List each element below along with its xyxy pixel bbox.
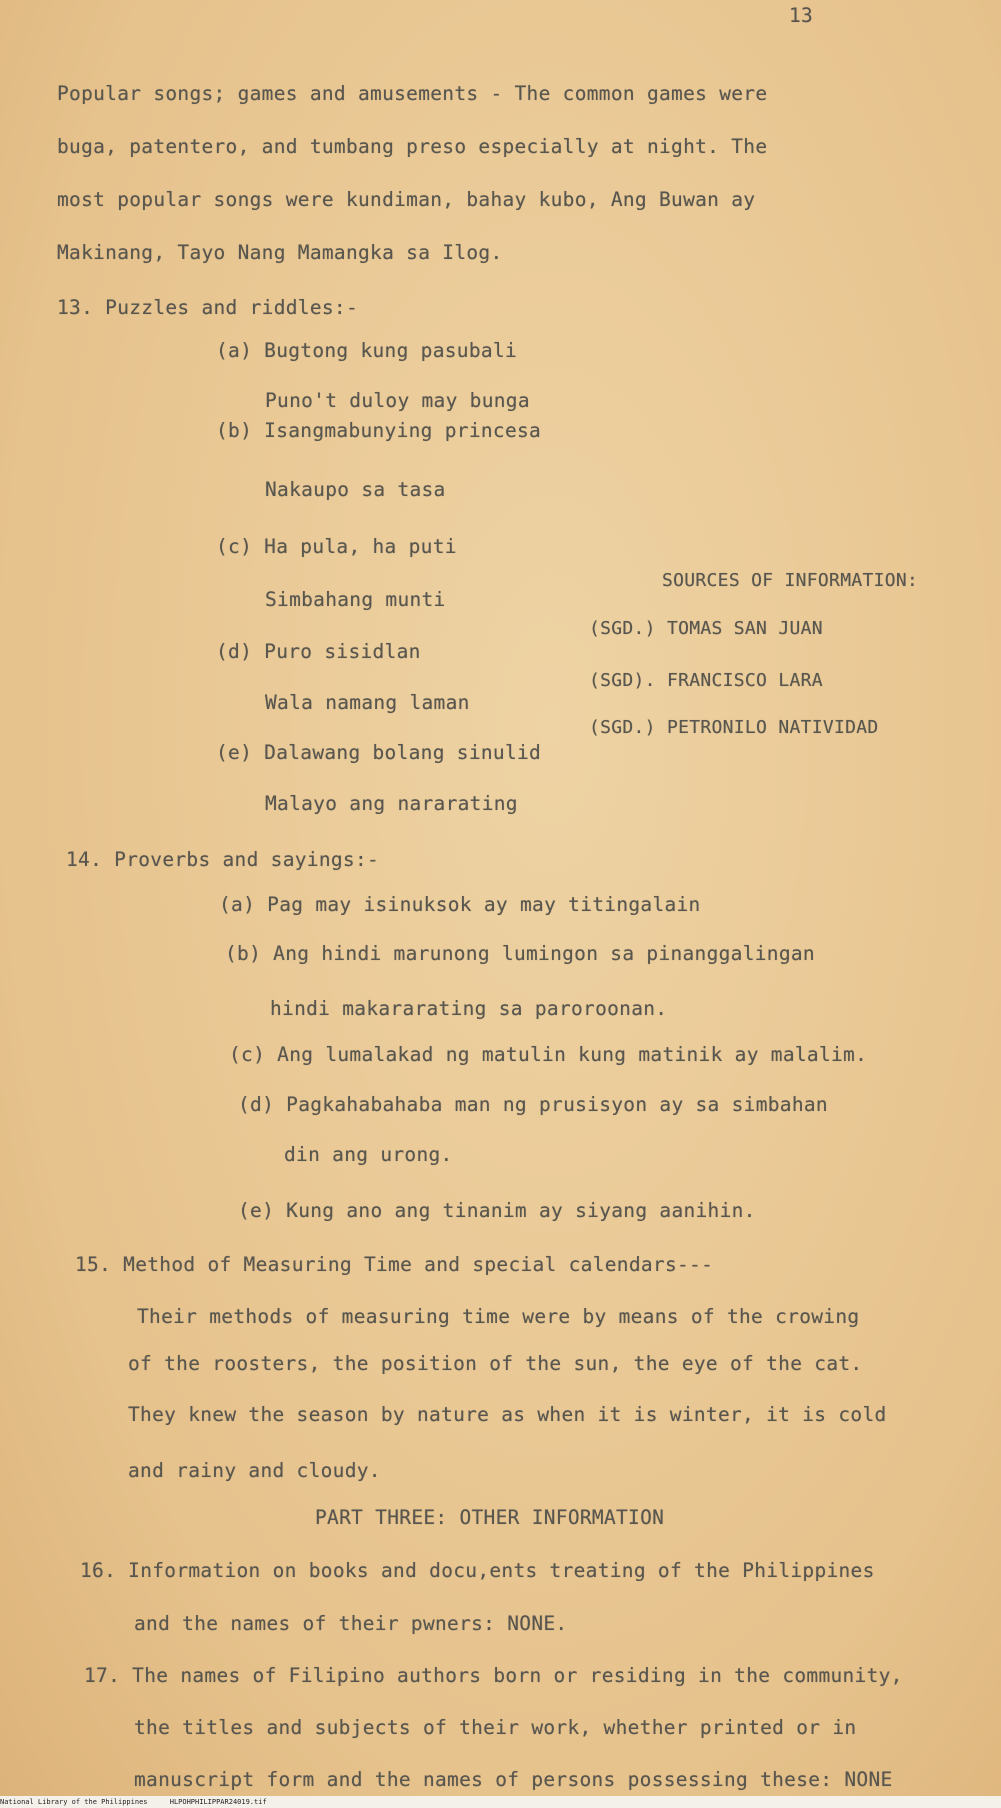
proverb-b-cont: hindi makararating sa paroroonan. [270,997,668,1020]
riddle-a-answer: Puno't duloy may bunga [265,389,530,412]
scan-footer [0,1796,1001,1808]
proverb-c: (c) Ang lumalakad ng matulin kung matinik ay malalim. [229,1043,868,1066]
proverb-d: (d) Pagkahabahaba man ng prusisyon ay sa simbahan [238,1093,828,1116]
section-16-line-1: 16. Information on books and docu,ents treating of the Philippines [80,1559,875,1582]
section-14-heading: 14. Proverbs and sayings:- [66,848,380,871]
proverb-a: (a) Pag may isinuksok ay may titingalain [219,893,701,916]
section-16-line-2: and the names of their pwners: NONE. [134,1612,568,1635]
riddle-a-question: (a) Bugtong kung pasubali [216,339,517,362]
section-17-line-3: manuscript form and the names of persons possessing these: NONE [134,1768,893,1791]
riddle-e-question: (e) Dalawang bolang sinulid [216,741,542,764]
source-name-3: (SGD.) PETRONILO NATIVIDAD [589,717,879,738]
time-line-4: and rainy and cloudy. [128,1459,381,1482]
page-number: 13 [789,4,814,27]
riddle-c-question: (c) Ha pula, ha puti [216,535,457,558]
section-17-line-1: 17. The names of Filipino authors born or residing in the community, [84,1664,903,1687]
riddle-d-question: (d) Puro sisidlan [216,640,421,663]
riddle-b-question: (b) Isangmabunying princesa [216,419,542,442]
proverb-e: (e) Kung ano ang tinanim ay siyang aanihin. [238,1199,756,1222]
footer-filename: HLPOHPHILIPPAR24019.tif [169,1798,267,1806]
time-line-3: They knew the season by nature as when it is winter, it is cold [128,1403,887,1426]
time-line-2: of the roosters, the position of the sun, the eye of the cat. [128,1352,863,1375]
source-name-1: (SGD.) TOMAS SAN JUAN [589,618,823,639]
popular-line-1: Popular songs; games and amusements - The common games were [57,82,768,105]
section-13-heading: 13. Puzzles and riddles:- [57,296,358,319]
riddle-d-answer: Wala namang laman [265,691,470,714]
popular-line-2: buga, patentero, and tumbang preso especially at night. The [57,135,768,158]
riddle-b-answer: Nakaupo sa tasa [265,478,446,501]
part-three-heading: PART THREE: OTHER INFORMATION [315,1506,665,1529]
time-line-1: Their methods of measuring time were by means of the crowing [137,1305,860,1328]
section-15-heading: 15. Method of Measuring Time and special calendars--- [75,1253,714,1276]
popular-line-4: Makinang, Tayo Nang Mamangka sa Ilog. [57,241,503,264]
proverb-b: (b) Ang hindi marunong lumingon sa pinanggalingan [225,942,815,965]
riddle-e-answer: Malayo ang nararating [265,792,518,815]
section-17-line-2: the titles and subjects of their work, whether printed or in [134,1716,857,1739]
sources-heading: SOURCES OF INFORMATION: [662,570,919,591]
riddle-c-answer: Simbahang munti [265,588,446,611]
popular-line-3: most popular songs were kundiman, bahay kubo, Ang Buwan ay [57,188,756,211]
proverb-d-cont: din ang urong. [284,1143,453,1166]
source-name-2: (SGD). FRANCISCO LARA [589,670,823,691]
footer-library: National Library of the Philippines [0,1798,148,1806]
